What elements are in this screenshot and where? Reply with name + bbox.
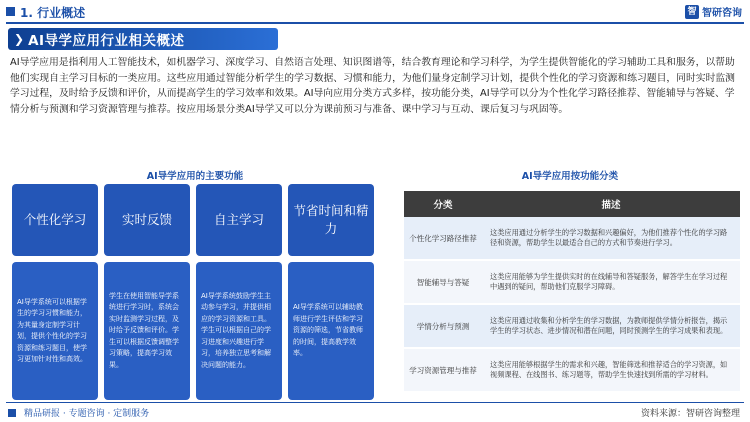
function-card-head <box>196 184 282 256</box>
top-bar <box>0 0 750 24</box>
row-category: 学情分析与预测 <box>416 321 470 331</box>
function-card-head-label: 实时反馈 <box>121 212 172 227</box>
footer-marker <box>8 409 16 417</box>
table-row <box>404 261 740 305</box>
row-category: 个性化学习路径推荐 <box>409 233 477 243</box>
row-description: 这类应用能够为学生提供实时的在线辅导和答疑服务，解答学生在学习过程中遇到的疑问，帮助他们克服学习障碍。 <box>490 271 728 291</box>
chevron-right-icon: ❯ <box>14 32 25 46</box>
function-card-feedback <box>104 184 190 400</box>
functions-title: AI导学应用的主要功能 <box>146 171 244 182</box>
section-title: 1. 行业概述 <box>20 6 86 20</box>
column-header-description: 描述 <box>601 200 621 211</box>
function-cards <box>12 184 374 400</box>
function-card-body-text: AI导学系统可以辅助教师进行学生评估和学习资源的筛选，节省教师的时间，提高教学效率。 <box>293 303 363 358</box>
classification-title: AI导学应用按功能分类 <box>521 171 619 182</box>
function-card-body <box>104 262 190 400</box>
function-card-personalized <box>12 184 98 400</box>
brand-name: 智研咨询 <box>702 8 742 19</box>
page-title: AI导学应用行业相关概述 <box>28 33 185 49</box>
row-description: 这类应用能够根据学生的需求和兴趣，智能筛选和推荐适合的学习资源，如视频课程、在线图书、练习题等，帮助学生快速找到所需的学习材料。 <box>490 359 728 379</box>
function-card-body <box>12 262 98 400</box>
brand-logo-icon: 智 <box>685 5 699 19</box>
function-card-head-label: 个性化学习 <box>23 212 87 227</box>
function-card-body <box>196 262 282 400</box>
function-card-body-text: 学生在使用智能导学系统进行学习时，系统会实时监测学习过程，及时给予反馈和评价。学生可以根据反馈调整学习策略，提高学习效果。 <box>109 291 179 369</box>
header-divider <box>6 22 744 24</box>
function-card-save-time <box>288 184 374 400</box>
intro-paragraph: AI导学应用是指利用人工智能技术，如机器学习、深度学习、自然语言处理、知识图谱等，结合教育理论和学习科学，为学生提供智能化的学习辅助工具和服务，以帮助他们实现自主学习目标的一类应用。这些应用通过智能分析学生的学习数据、习惯和能力，为他们量身定制学习计划，提供个性化的学习资源和练习题目，同时实时监测学习过程，及时给予反馈和评价，从而提高学生的学习效率和效果。AI导向应用分类方式多样，按功能分类，AI导学可以分为个性化学习路径推荐、智能辅导与答疑、学情分析与预测和学习资源管理与推荐。按应用场景分类AI导学又可以分为课前预习与准备、课中学习与互动、课后复习与巩固等。 <box>10 57 735 115</box>
function-card-head-label: 节省时间和精力 <box>293 203 369 236</box>
table-row <box>404 305 740 349</box>
function-card-head <box>12 184 98 256</box>
function-card-body <box>288 262 374 400</box>
footer-divider <box>6 402 744 403</box>
column-header-category: 分类 <box>433 200 453 211</box>
row-description: 这类应用通过分析学生的学习数据和兴趣偏好，为他们推荐个性化的学习路径和资源，帮助学生以最适合自己的方式和节奏进行学习。 <box>490 227 728 247</box>
function-card-self-learning <box>196 184 282 400</box>
section-marker <box>6 7 15 16</box>
function-card-head <box>288 184 374 256</box>
function-card-head <box>104 184 190 256</box>
table-row <box>404 217 740 261</box>
row-description: 这类应用通过收集和分析学生的学习数据，为教师提供学情分析报告，揭示学生的学习状态、进步情况和潜在问题，同时预测学生的学习成果和表现。 <box>490 315 728 335</box>
function-card-body-text: AI导学系统可以根据学生的学习习惯和能力，为其量身定制学习计划，提供个性化的学习资源和练习题目，使学习更加针对性和高效。 <box>17 297 87 363</box>
footer-source: 资料来源：智研咨询整理 <box>640 409 740 419</box>
footer-left <box>8 406 149 419</box>
table-row <box>404 349 740 393</box>
table-header <box>404 191 740 217</box>
function-card-head-label: 自主学习 <box>213 212 264 227</box>
function-card-body-text: AI导学系统鼓励学生主动参与学习，并提供相应的学习资源和工具。学生可以根据自己的学习进度和兴趣进行学习，培养独立思考和解决问题的能力。 <box>201 291 271 369</box>
classification-table <box>404 191 740 393</box>
page-title-banner <box>8 28 278 50</box>
brand <box>685 4 742 19</box>
footer-services: 精品研报 · 专题咨询 · 定制服务 <box>24 409 150 419</box>
row-category: 学习资源管理与推荐 <box>409 365 477 375</box>
row-category: 智能辅导与答疑 <box>416 277 470 287</box>
